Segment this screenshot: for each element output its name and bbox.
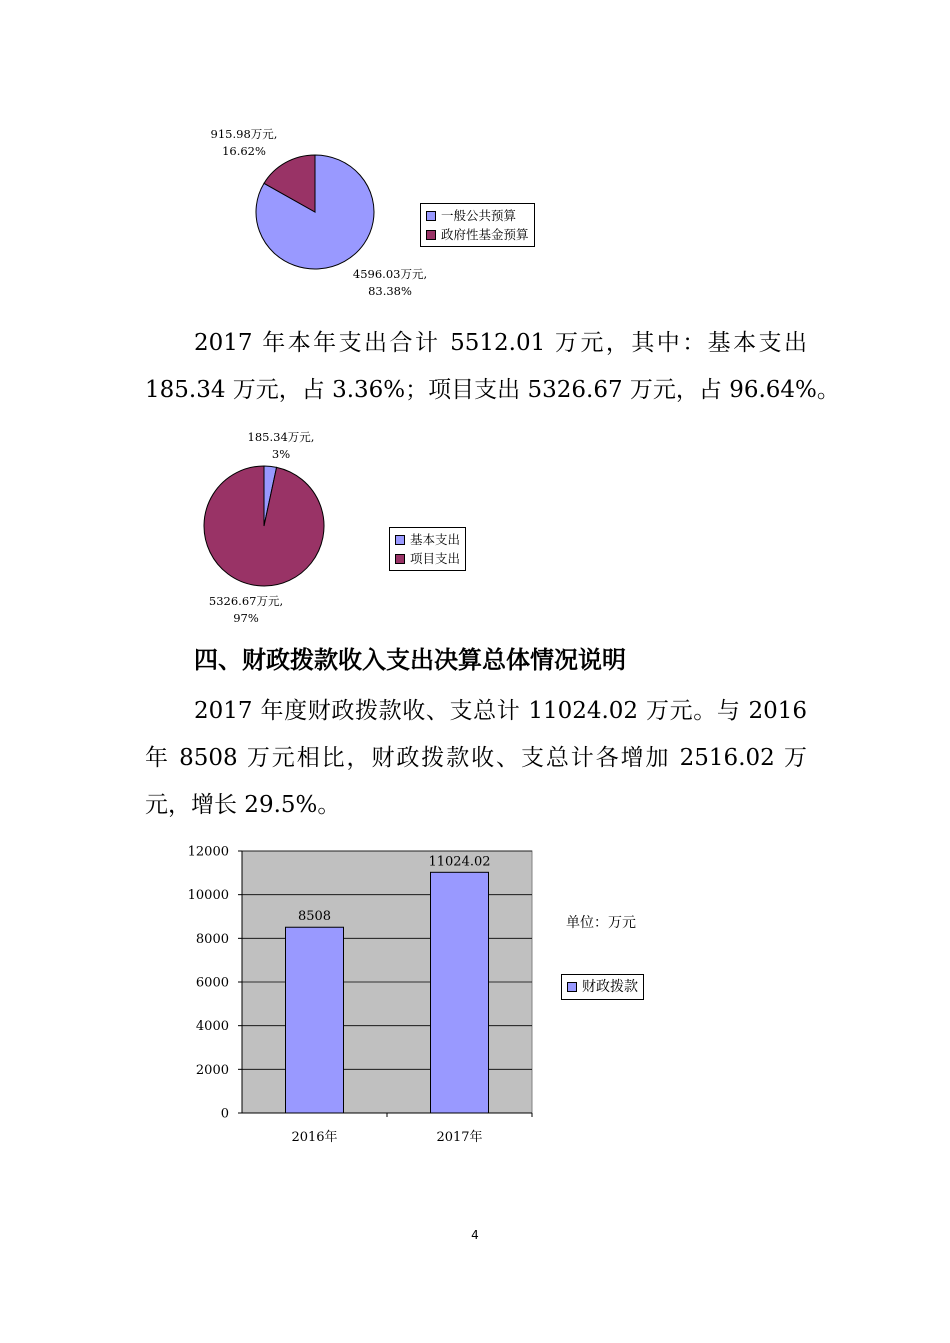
y-tick-label: 2000 [195, 1062, 229, 1078]
pie2-label-basic: 185.34万元, 3% [247, 430, 315, 461]
y-tick-label: 6000 [195, 975, 229, 991]
legend-item-fund-budget: 政府性基金预算 [426, 225, 529, 244]
bar-chart-appropriation [170, 835, 550, 1155]
paragraph-line: 2017 年本年支出合计 5512.01 万元，其中：基本支出 [194, 330, 807, 356]
legend-item-general-budget: 一般公共预算 [426, 206, 529, 225]
legend-swatch [426, 230, 436, 240]
pie1-legend [420, 203, 535, 247]
expenditure-paragraph [145, 320, 840, 414]
x-tick-label: 2017年 [436, 1130, 483, 1145]
pie2-legend [389, 527, 466, 571]
paragraph-line: 元，增长 29.5%。 [145, 792, 341, 818]
legend-item-project: 项目支出 [395, 549, 460, 568]
y-tick-label: 0 [220, 1106, 229, 1122]
paragraph-line: 2017 年度财政拨款收、支总计 11024.02 万元。与 2016 [194, 698, 807, 724]
y-tick-label: 12000 [187, 844, 229, 860]
paragraph-line: 185.34 万元，占 3.36%；项目支出 5326.67 万元，占 96.64%。 [145, 377, 840, 403]
pie1-label-fund: 915.98万元, 16.62% [210, 127, 278, 158]
pie1-label-general: 4596.03万元, 83.38% [352, 267, 428, 298]
legend-swatch [395, 535, 405, 545]
bar [286, 927, 344, 1113]
appropriation-paragraph [145, 688, 807, 829]
page-number: 4 [471, 1228, 479, 1242]
legend-item-basic: 基本支出 [395, 530, 460, 549]
legend-swatch [426, 211, 436, 221]
x-tick-label: 2016年 [291, 1130, 338, 1145]
pie-chart-expenditure [198, 460, 330, 592]
bar-legend [561, 974, 644, 1000]
legend-swatch [395, 554, 405, 564]
paragraph-line: 年 8508 万元相比，财政拨款收、支总计各增加 2516.02 万 [145, 745, 807, 771]
section-heading: 四、财政拨款收入支出决算总体情况说明 [194, 646, 626, 674]
pie2-label-project: 5326.67万元, 97% [208, 594, 284, 625]
bar-value-label: 11024.02 [428, 854, 491, 870]
y-tick-label: 4000 [195, 1019, 229, 1035]
y-tick-label: 10000 [187, 888, 229, 904]
bar [431, 872, 489, 1113]
legend-swatch [567, 982, 577, 992]
pie-chart-budget-sources [245, 145, 385, 280]
y-tick-label: 8000 [195, 931, 229, 947]
pie-slice-project-expenditure [204, 466, 324, 586]
bar-value-label: 8508 [297, 909, 332, 925]
unit-note: 单位：万元 [566, 915, 636, 931]
legend-item-appropriation: 财政拨款 [567, 977, 638, 997]
